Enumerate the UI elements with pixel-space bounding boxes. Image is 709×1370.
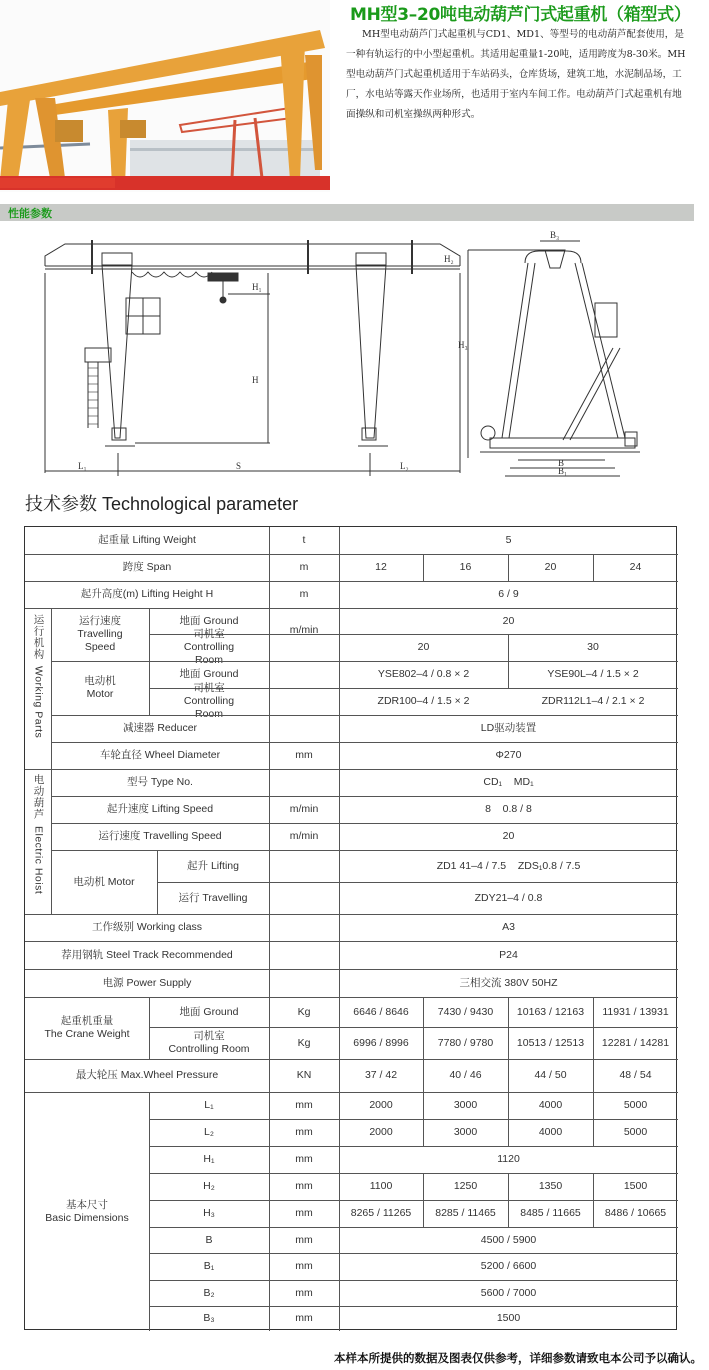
span-value: 20 xyxy=(544,561,557,573)
label-ground: 地面 Ground xyxy=(179,1005,239,1018)
unit-crane-weight-ground: Kg xyxy=(297,1005,311,1018)
dim-unit: mm xyxy=(295,1260,313,1272)
dim-unit: mm xyxy=(295,1233,313,1246)
product-intro: MH型电动葫芦门式起重机与CD1、MD1、等型号的电动葫芦配套使用，是一种有轨运行的中小型起重机。其适用起重量1-20吨，适用跨度为8-30米。MH型电动葫芦门式起重机适用于车站码头，仓库货场，建筑工地，水泥制品场，工厂，水电站等露天作业场所，也适用于室内车间工作。电动葫芦门式起重机有地面操纵和司机室操纵两种形式。 xyxy=(346,29,686,120)
label-ground: 地面 Ground xyxy=(179,668,239,680)
dim-value: 2000 xyxy=(369,1099,393,1111)
dim-unit: mm xyxy=(295,1312,313,1324)
dim-value: 4000 xyxy=(538,1126,563,1138)
dim-value: 8265 / 11265 xyxy=(350,1207,412,1219)
dim-name: H₂ xyxy=(203,1180,215,1192)
row-label-span: 跨度 Span xyxy=(122,561,172,573)
dim-value: 5200 / 6600 xyxy=(480,1260,537,1272)
row-label-lifting-weight: 起重量 Lifting Weight xyxy=(98,534,196,546)
group-label-working-parts: 运行机构 Working Parts xyxy=(32,614,45,739)
crane-weight-ground-value: 6646 / 8646 xyxy=(353,1005,409,1018)
unit-crane-weight-room: Kg xyxy=(297,1036,311,1049)
label-travelling-speed: 运行速度 Travelling Speed xyxy=(77,615,123,653)
dim-value: 1350 xyxy=(538,1180,563,1192)
dim-unit: mm xyxy=(295,1099,313,1111)
dim-unit: mm xyxy=(295,1207,313,1219)
dim-unit: mm xyxy=(295,1126,313,1138)
disclaimer-note: 本样本所提供的数据及图表仅供参考，详细参数请致电本公司予以确认。 xyxy=(334,1351,702,1365)
page-title: MH型3–20吨电动葫芦门式起重机（箱型式） xyxy=(350,5,691,25)
row-label-lifting-height: 起升高度(m) Lifting Height H xyxy=(80,588,214,600)
value-working-class: A3 xyxy=(502,921,515,933)
value-steel-track: P24 xyxy=(499,948,518,961)
row-label-reducer: 减速器 Reducer xyxy=(122,722,198,734)
value-room-speed: 30 xyxy=(587,641,599,653)
unit-travelling-speed: m/min xyxy=(289,624,319,636)
crane-weight-room-value: 7780 / 9780 xyxy=(437,1036,494,1049)
value-hoist-travelling-motor: ZDY21–4 / 0.8 xyxy=(474,891,543,904)
value-reducer: LD驱动装置 xyxy=(480,722,537,734)
dim-value: 5000 xyxy=(623,1126,648,1138)
value-room-speed: 20 xyxy=(417,641,430,653)
dim-name: B₃ xyxy=(203,1312,215,1324)
value-hoist-travelling-speed: 20 xyxy=(502,830,515,842)
dim-value: 1500 xyxy=(496,1312,521,1324)
dim-label-l2: L₂ xyxy=(400,461,409,471)
dim-value: 3000 xyxy=(453,1099,478,1111)
group-label-electric-hoist: 电动葫芦 Electric Hoist xyxy=(32,774,45,895)
dim-name: H₃ xyxy=(203,1207,215,1219)
value-power-supply: 三相交流 380V 50HZ xyxy=(459,976,558,989)
dim-name: L₁ xyxy=(204,1099,214,1111)
dim-value: 4000 xyxy=(538,1099,563,1111)
dim-label-b1: B₁ xyxy=(558,466,568,476)
section-label: 性能参数 xyxy=(8,207,52,220)
dim-unit: mm xyxy=(295,1153,313,1165)
unit-span: m xyxy=(299,561,309,573)
value-hoist-lifting-motor: ZD1 41–4 / 7.5 ZDS₁0.8 / 7.5 xyxy=(436,859,581,872)
dim-value: 4500 / 5900 xyxy=(480,1233,537,1246)
dim-label-b: B xyxy=(558,458,565,468)
unit-lifting-speed: m/min xyxy=(289,803,319,815)
label-ground: 地面 Ground xyxy=(179,614,239,627)
dim-label-l1: L₁ xyxy=(78,461,87,471)
value-motor-ground: YSE802–4 / 0.8 × 2 xyxy=(377,668,470,680)
row-label-hoist-travelling-speed: 运行速度 Travelling Speed xyxy=(98,830,222,842)
row-label-type-no: 型号 Type No. xyxy=(127,776,193,788)
dim-name: B₂ xyxy=(203,1286,215,1299)
span-value: 24 xyxy=(629,561,642,573)
crane-weight-ground-value: 10163 / 12163 xyxy=(516,1005,585,1018)
wheel-pressure-value: 48 / 54 xyxy=(619,1069,652,1081)
crane-weight-room-value: 10513 / 12513 xyxy=(516,1036,585,1049)
crane-technical-drawing xyxy=(40,228,660,480)
label-hoist-travelling: 运行 Travelling xyxy=(178,891,248,904)
label-controlling-room: 司机室 Controlling Room xyxy=(168,1030,250,1055)
dim-value: 8485 / 11665 xyxy=(520,1207,581,1219)
dim-value: 1250 xyxy=(453,1180,478,1192)
wheel-pressure-value: 37 / 42 xyxy=(364,1069,398,1081)
dim-value: 1500 xyxy=(623,1180,648,1192)
unit-lifting-height: m xyxy=(299,588,309,600)
crane-weight-room-value: 12281 / 14281 xyxy=(601,1036,670,1049)
unit-max-wheel-pressure: KN xyxy=(296,1069,312,1081)
dim-name: B₁ xyxy=(203,1260,215,1272)
dim-value: 5600 / 7000 xyxy=(480,1286,537,1299)
crane-weight-ground-value: 11931 / 13931 xyxy=(602,1005,669,1018)
dim-value: 5000 xyxy=(623,1099,648,1111)
value-motor-ground: YSE90L–4 / 1.5 × 2 xyxy=(547,668,639,680)
dim-value: 1120 xyxy=(497,1153,520,1165)
wheel-pressure-value: 40 / 46 xyxy=(449,1069,482,1081)
row-label-lifting-speed: 起升速度 Lifting Speed xyxy=(106,803,214,815)
tech-parameter-title: 技术参数 Technological parameter xyxy=(25,494,299,514)
dim-name: H₁ xyxy=(203,1153,215,1165)
label-crane-weight: 起重机重量 The Crane Weight xyxy=(44,1015,130,1040)
unit-hoist-travelling-speed: m/min xyxy=(289,830,319,842)
section-bar xyxy=(0,204,694,221)
dim-label-h3: H₃ xyxy=(458,340,468,350)
dim-label-s: S xyxy=(236,461,242,471)
value-lifting-height: 6 / 9 xyxy=(498,588,519,600)
dim-name: B xyxy=(205,1233,213,1246)
span-value: 12 xyxy=(375,561,387,573)
value-lifting-speed: 8 0.8 / 8 xyxy=(485,803,532,815)
label-basic-dimensions: 基本尺寸 Basic Dimensions xyxy=(45,1198,129,1224)
gantry-crane-photo xyxy=(0,0,330,192)
label-motor: 电动机 Motor xyxy=(84,675,116,700)
unit-wheel-diameter: mm xyxy=(295,749,313,761)
dim-label-b3: B₃ xyxy=(550,230,560,240)
dim-name: L₂ xyxy=(204,1126,214,1138)
dim-value: 8486 / 10665 xyxy=(604,1207,667,1219)
row-label-working-class: 工作级别 Working class xyxy=(91,921,203,933)
dim-label-h2: H₂ xyxy=(444,254,454,264)
span-value: 16 xyxy=(459,561,472,573)
value-lifting-weight: 5 xyxy=(505,534,512,546)
value-motor-room: ZDR100–4 / 1.5 × 2 xyxy=(377,695,470,707)
value-wheel-diameter: Φ270 xyxy=(495,749,522,761)
crane-weight-ground-value: 7430 / 9430 xyxy=(437,1005,494,1018)
wheel-pressure-value: 44 / 50 xyxy=(534,1069,567,1081)
row-label-power-supply: 电源 Power Supply xyxy=(102,976,192,989)
unit-lifting-weight: t xyxy=(302,534,306,546)
value-motor-room: ZDR112L1–4 / 2.1 × 2 xyxy=(541,695,645,707)
row-label-wheel-diameter: 车轮直径 Wheel Diameter xyxy=(99,749,221,761)
row-label-steel-track: 荐用钢轨 Steel Track Recommended xyxy=(61,948,233,961)
crane-weight-room-value: 6996 / 8996 xyxy=(353,1036,409,1049)
value-type-no: CD₁ MD₁ xyxy=(483,776,534,788)
value-ground-speed: 20 xyxy=(502,614,515,627)
label-hoist-motor: 电动机 Motor xyxy=(73,875,135,888)
dim-value: 3000 xyxy=(453,1126,478,1138)
label-controlling-room: 司机室 Controlling Room xyxy=(183,682,235,720)
row-label-max-wheel-pressure: 最大轮压 Max.Wheel Pressure xyxy=(75,1069,219,1081)
dim-value: 1100 xyxy=(369,1180,393,1192)
label-hoist-lifting: 起升 Lifting xyxy=(187,859,239,872)
dim-label-h1: H₁ xyxy=(252,282,262,292)
dim-value: 8285 / 11465 xyxy=(435,1207,496,1219)
parameter-table xyxy=(24,526,677,1330)
dim-unit: mm xyxy=(295,1286,313,1299)
dim-label-h: H xyxy=(252,375,259,385)
dim-unit: mm xyxy=(295,1180,313,1192)
label-controlling-room: 司机室 Controlling Room xyxy=(183,628,235,666)
dim-value: 2000 xyxy=(369,1126,393,1138)
